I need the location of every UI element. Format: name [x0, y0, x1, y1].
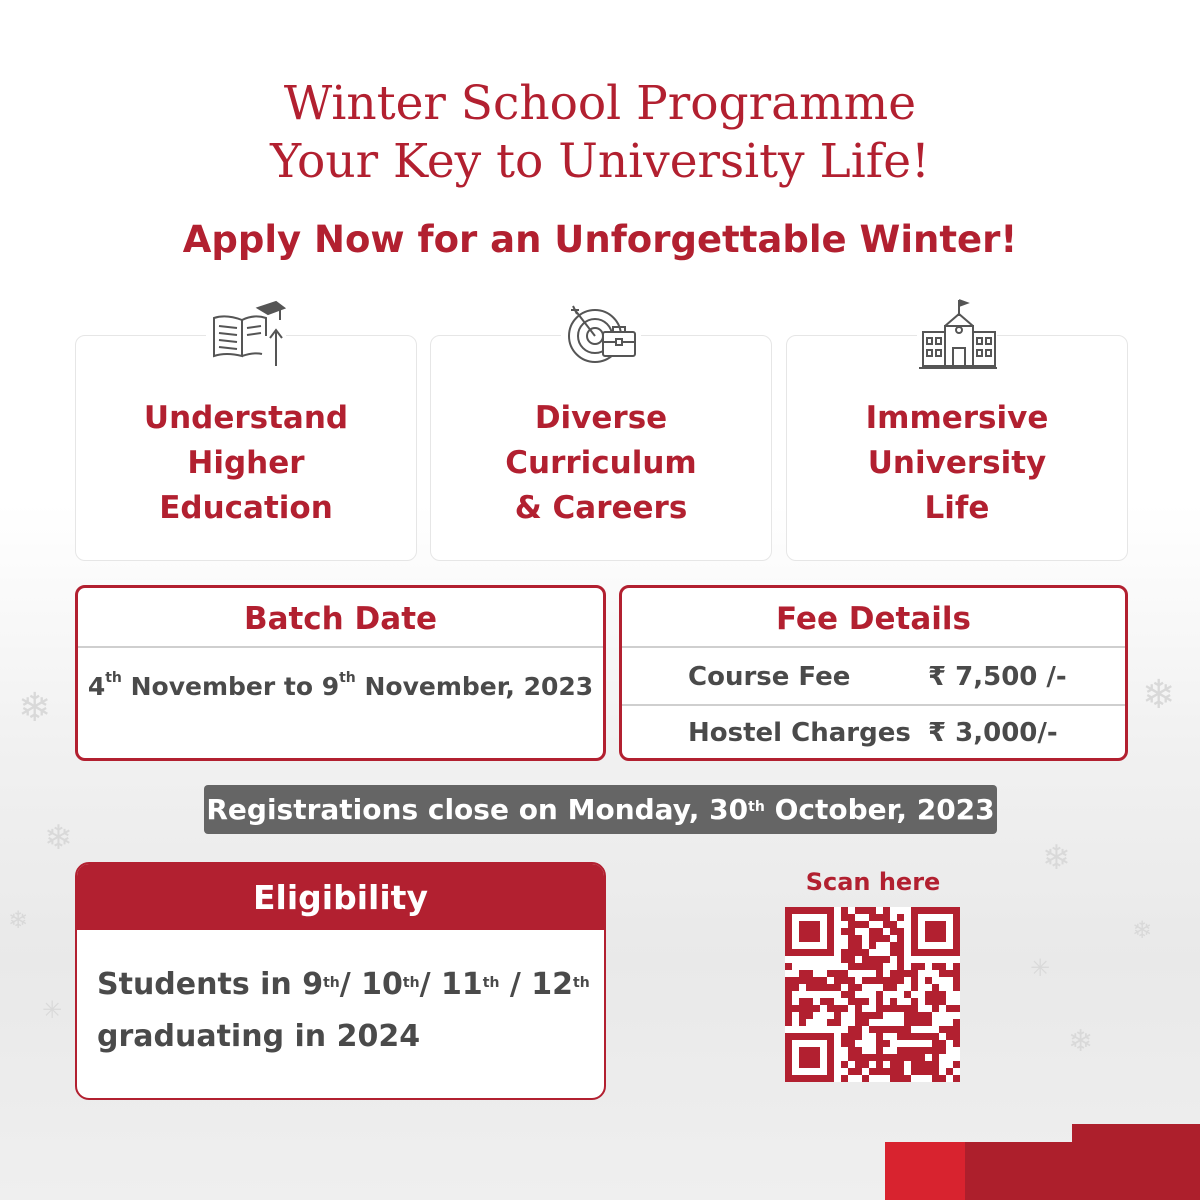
target-briefcase-icon [561, 296, 641, 376]
fee-row-hostel [622, 704, 1125, 762]
eligibility-sup: th [482, 975, 500, 991]
book-graduation-cap-icon [206, 296, 286, 376]
feature-label: Diverse Curriculum & Careers [505, 400, 697, 526]
registration-prefix: Registrations close on Monday, 30 [206, 793, 749, 826]
corner-decoration [965, 1142, 1200, 1200]
eligibility-sup: th [402, 975, 420, 991]
eligibility-sup: th [573, 975, 590, 991]
snowflake-icon: ❄ [18, 685, 52, 731]
eligibility-part: / 10 [339, 967, 403, 1002]
subtitle: Apply Now for an Unforgettable Winter! [182, 218, 1018, 261]
batch-date-text [78, 672, 603, 701]
batch-date-heading: Batch Date [78, 588, 603, 648]
eligibility-box [75, 862, 606, 1100]
scan-here-label: Scan here [805, 868, 941, 896]
registration-suffix: October, 2023 [764, 793, 995, 826]
university-building-icon [917, 296, 997, 376]
fee-label: Course Fee [688, 662, 851, 692]
snowflake-icon: ✳ [42, 996, 63, 1024]
batch-middle: November to 9 [121, 672, 340, 701]
fee-value: ₹ 3,000/- [928, 718, 1058, 748]
eligibility-text [97, 959, 594, 1063]
eligibility-part: Students in 9 [97, 967, 324, 1002]
fee-details-heading: Fee Details [622, 588, 1125, 648]
eligibility-part: / 11 [419, 967, 483, 1002]
feature-card-curriculum-careers [430, 335, 772, 561]
feature-label: Understand Higher Education [143, 400, 349, 526]
batch-date-box [75, 585, 606, 761]
title-line-1: Winter School Programme [283, 76, 917, 131]
batch-start-day: 4 [87, 672, 106, 701]
registration-sup: th [748, 799, 765, 815]
corner-decoration [1072, 1124, 1200, 1144]
snowflake-icon: ❄ [1132, 916, 1153, 944]
registration-deadline-bar [204, 785, 997, 834]
feature-label: Immersive University Life [865, 400, 1049, 526]
eligibility-sup: th [323, 975, 340, 991]
qr-code[interactable] [785, 907, 960, 1082]
feature-card-higher-education [75, 335, 417, 561]
snowflake-icon: ✳ [1030, 954, 1051, 982]
corner-decoration [885, 1142, 965, 1200]
snowflake-icon: ❄ [1142, 672, 1176, 718]
fee-details-box [619, 585, 1128, 761]
fee-row-course [622, 648, 1125, 706]
feature-card-university-life [786, 335, 1128, 561]
fee-value: ₹ 7,500 /- [928, 662, 1067, 692]
batch-end: November, 2023 [355, 672, 594, 701]
snowflake-icon: ❄ [44, 818, 73, 858]
title-line-2: Your Key to University Life! [270, 134, 930, 189]
eligibility-part: / 12 [499, 967, 574, 1002]
fee-label: Hostel Charges [688, 718, 911, 748]
snowflake-icon: ❄ [8, 906, 29, 934]
batch-end-sup: th [339, 670, 356, 686]
eligibility-heading: Eligibility [77, 864, 604, 930]
eligibility-line2: graduating in 2024 [97, 1019, 421, 1054]
snowflake-icon: ❄ [1068, 1024, 1094, 1059]
snowflake-icon: ❄ [1042, 838, 1071, 878]
batch-start-sup: th [105, 670, 122, 686]
